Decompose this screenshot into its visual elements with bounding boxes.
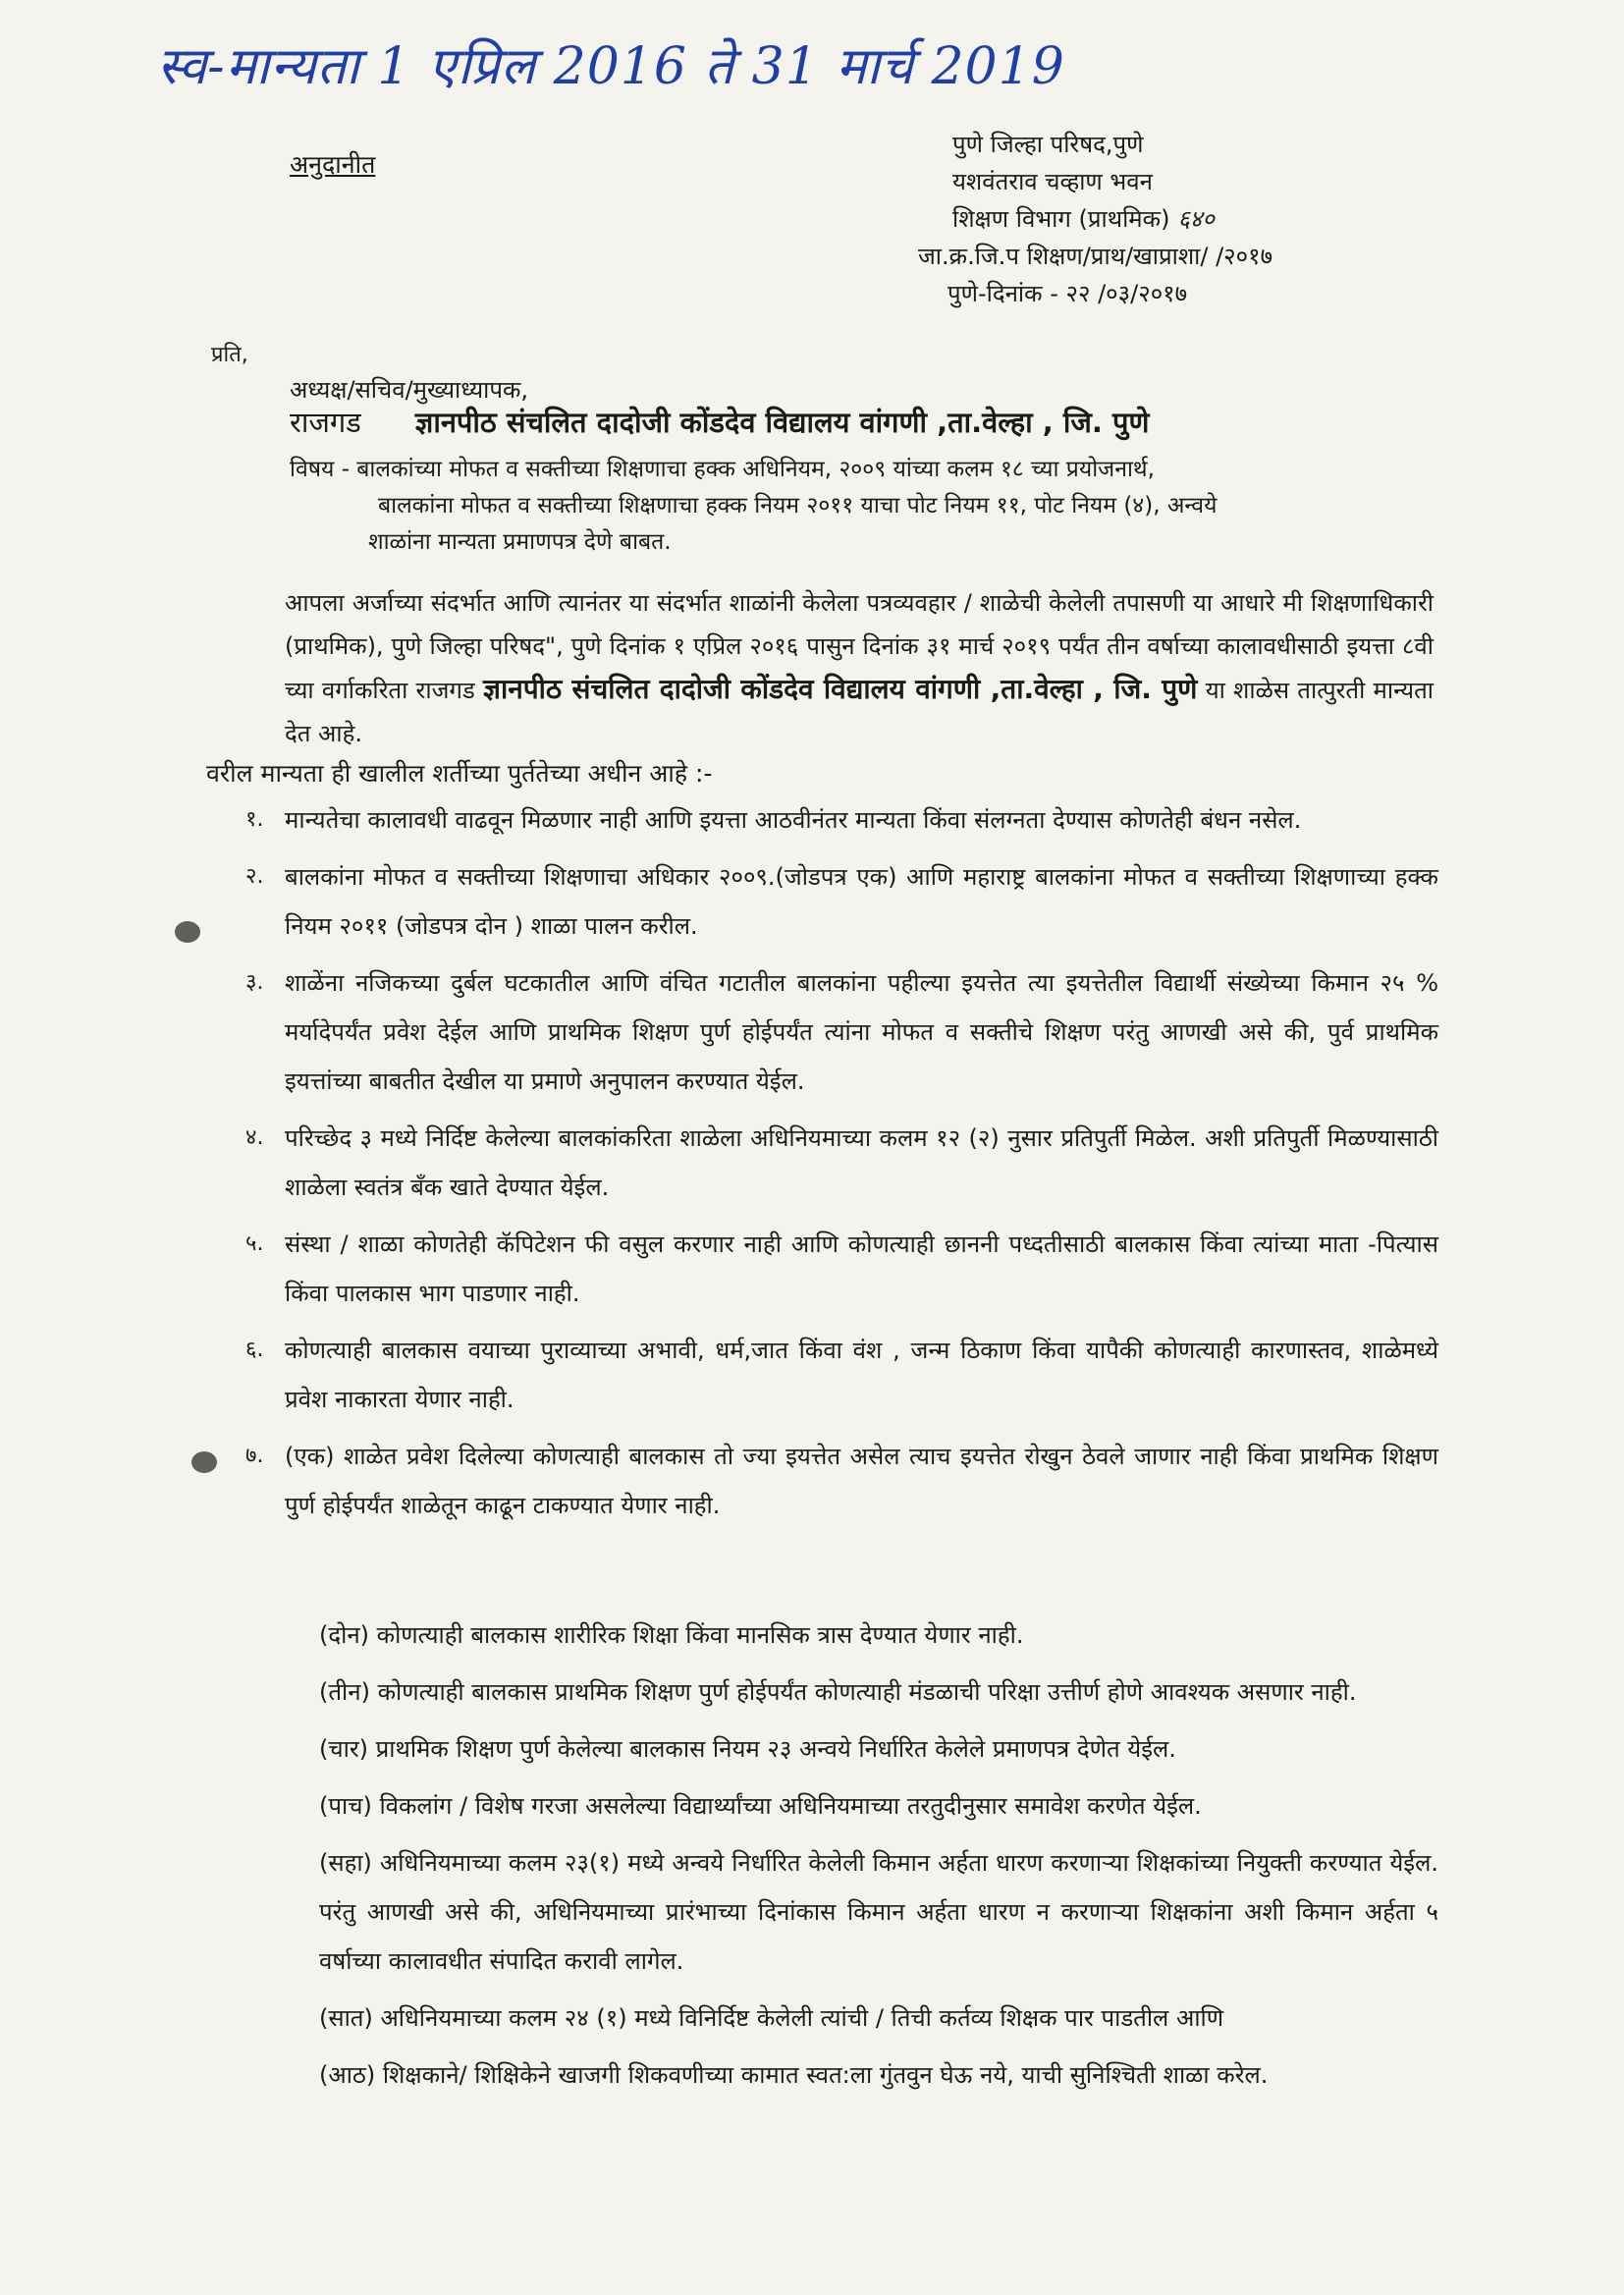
condition-number: ७. [245,1444,264,1468]
condition-text: शाळेंना नजिकच्या दुर्बल घटकातील आणि वंचित गटातील बालकांना पहील्या इयत्तेत त्या इयत्तेतील विद्यार्थी संख्येच्या किमान २५ % मर्यादेपर्यंत प्रवेश देईल आणि प्राथमिक शिक्षण पुर्ण होईपर्यंत त्यांना मोफत व सक्तीचे शिक्षण परंतु आणखी असे की, पुर्व प्राथमिक इयत्तांच्या बाबतीत देखील या प्रमाणे अनुपालन करण्यात येईल. [285,969,1438,1095]
subcondition-item: (दोन) कोणत्याही बालकास शारीरिक शिक्षा किंवा मानसिक त्रास देण्यात येणार नाही. [319,1621,1024,1649]
subcondition-item: (चार) प्राथमिक शिक्षण पुर्ण केलेल्या बालकास नियम २३ अन्वये निर्धारित केलेले प्रमाणपत्र देणेत येईल. [319,1735,1176,1763]
condition-item [245,852,1438,951]
condition-item [245,1326,1438,1424]
condition-text: कोणत्याही बालकास वयाच्या पुराव्याच्या अभावी, धर्म,जात किंवा वंश , जन्म ठिकाण किंवा यापैकी कोणत्याही कारणास्तव, शाळेमध्ये प्रवेश नाकारता येणार नाही. [285,1337,1438,1413]
school-name: ज्ञानपीठ संचलित दादोजी कोंडदेव विद्यालय वांगणी ,ता.वेल्हा , जि. पुणे [414,406,1150,439]
body-text-1: आपला अर्जाच्या संदर्भात आणि त्यानंतर या संदर्भात शाळांनी केलेला पत्रव्यवहार / शाळेची केलेली तपासणी या आधारे मी शिक्षणाधिकारी (प्राथमिक), पुणे जिल्हा परिषद", पुणे दिनांक १ एप्रिल २०१६ पासुन दिनांक ३१ मार्च २०१९ पर्यंत तीन वर्षाच्या कालावधीसाठी इयत्ता ८वी च्या वर्गाकरिता राजगड [285,589,1434,704]
condition-item [245,795,1438,845]
condition-number: २. [245,864,264,889]
subject-line-2: बालकांना मोफत व सक्तीच्या शिक्षणाचा हक्क नियम २०११ याचा पोट नियम ११, पोट नियम (४), अन्वये [378,493,1218,519]
body-paragraph [285,581,1434,755]
body-text-2: या शाळेस तात्पुरती मान्यता देत आहे. [285,677,1434,747]
grant-status-label: अनुदानीत [290,150,376,179]
subconditions-list [319,1611,1438,2107]
subject-block [290,452,1419,561]
subcondition-item: (सहा) अधिनियमाच्या कलम २३(१) मध्ये अन्वये निर्धारित केलेली किमान अर्हता धारण करणाऱ्या शिक्षकांच्या नियुक्ती करण्यात येईल. परंतु आणखी असे की, अधिनियमाच्या प्रारंभाच्या दिनांकास किमान अर्हता धारण न करणाऱ्या शिक्षकांना अशी किमान अर्हता ५ वर्षाच्या कालावधीत संपादित करावी लागेल. [319,1849,1438,1975]
subject-line-3: शाळांना मान्यता प्रमाणपत्र देणे बाबत. [368,529,672,555]
conditions-intro: वरील मान्यता ही खालील शर्तीच्या पुर्ततेच्या अधीन आहे :- [206,759,713,788]
condition-item [245,958,1438,1106]
letter-date: पुणे-दिनांक - २२ /०३/२०१७ [947,280,1188,307]
inward-number: ६४० [1177,205,1215,233]
recipient-place: राजगड [290,406,361,439]
office-line-1: पुणे जिल्हा परिषद,पुणे [952,131,1144,158]
punch-hole-top [175,921,200,943]
condition-number: ५. [245,1231,264,1256]
subcondition-item: (आठ) शिक्षकाने/ शिक्षिकेने खाजगी शिकवणीच्या कामात स्वत:ला गुंतवुन घेऊ नये, याची सुनिश्चिती शाळा करेल. [319,2061,1269,2089]
subcondition-item: (तीन) कोणत्याही बालकास प्राथमिक शिक्षण पुर्ण होईपर्यंत कोणत्याही मंडळाची परिक्षा उत्तीर्ण होणे आवश्यक असणार नाही. [319,1678,1357,1706]
office-line-3 [918,200,1330,238]
condition-number: १. [245,807,264,832]
condition-text: परिच्छेद ३ मध्ये निर्दिष्ट केलेल्या बालकांकरिता शाळेला अधिनियमाच्या कलम १२ (२) नुसार प्रतिपुर्ती मिळेल. अशी प्रतिपुर्ती मिळण्यासाठी शाळेला स्वतंत्र बँक खाते देण्यात येईल. [285,1124,1438,1201]
condition-number: ६. [245,1338,264,1362]
office-line-2: यशवंतराव चव्हाण भवन [952,168,1153,195]
condition-text: (एक) शाळेत प्रवेश दिलेल्या कोणत्याही बालकास तो ज्या इयत्तेत असेल त्याच इयत्तेत रोखुन ठेवले जाणार नाही किंवा प्राथमिक शिक्षण पुर्ण होईपर्यंत शाळेतून काढून टाकण्यात येणार नाही. [285,1443,1438,1519]
subcondition-item: (पाच) विकलांग / विशेष गरजा असलेल्या विद्यार्थ्यांच्या अधिनियमाच्या तरतुदीनुसार समावेश करणेत येईल. [319,1792,1202,1820]
recipient-school [290,403,1149,441]
subcondition-item: (सात) अधिनियमाच्या कलम २४ (१) मध्ये विनिर्दिष्ट केलेली त्यांची / तिची कर्तव्य शिक्षक पार पाडतील आणि [319,2004,1224,2032]
condition-text: बालकांना मोफत व सक्तीच्या शिक्षणाचा अधिकार २००९.(जोडपत्र एक) आणि महाराष्ट्र बालकांना मोफत व सक्तीच्या शिक्षणाच्या हक्क नियम २०११ (जोडपत्र दोन ) शाळा पालन करील. [285,863,1438,940]
addressee-title: अध्यक्ष/सचिव/मुख्याध्यापक, [290,376,529,404]
department-name: शिक्षण विभाग (प्राथमिक) [952,205,1170,233]
condition-text: मान्यतेचा कालावधी वाढवून मिळणार नाही आणि इयत्ता आठवीनंतर मान्यता किंवा संलग्नता देण्यास कोणतेही बंधन नसेल. [285,806,1302,834]
condition-number: ३. [245,970,264,995]
condition-item [245,1432,1438,1530]
subject-line-1: विषय - बालकांच्या मोफत व सक्तीच्या शिक्षणाचा हक्क अधिनियम, २००९ यांच्या कलम १८ च्या प्रयोजनार्थ, [290,457,1155,482]
office-header [918,126,1330,312]
reference-number: जा.क्र.जि.प शिक्षण/प्राथ/खाप्राशा/ /२०१७ [918,243,1273,270]
conditions-list [245,795,1438,1538]
to-label: प्रति, [211,343,248,367]
body-school-name: ज्ञानपीठ संचलित दादोजी कोंडदेव विद्यालय वांगणी ,ता.वेल्हा , जि. पुणे [483,673,1198,705]
condition-text: संस्था / शाळा कोणतेही कॅपिटेशन फी वसुल करणार नाही आणि कोणत्याही छाननी पध्दतीसाठी बालकास किंवा त्यांच्या माता -पित्यास किंवा पालकास भाग पाडणार नाही. [285,1230,1438,1307]
handwritten-annotation: स्व-मान्यता 1 एप्रिल 2016 ते 31 मार्च 2019 [157,37,1065,96]
condition-number: ४. [245,1125,264,1150]
punch-hole-bottom [191,1451,217,1473]
condition-item [245,1114,1438,1212]
condition-item [245,1220,1438,1318]
